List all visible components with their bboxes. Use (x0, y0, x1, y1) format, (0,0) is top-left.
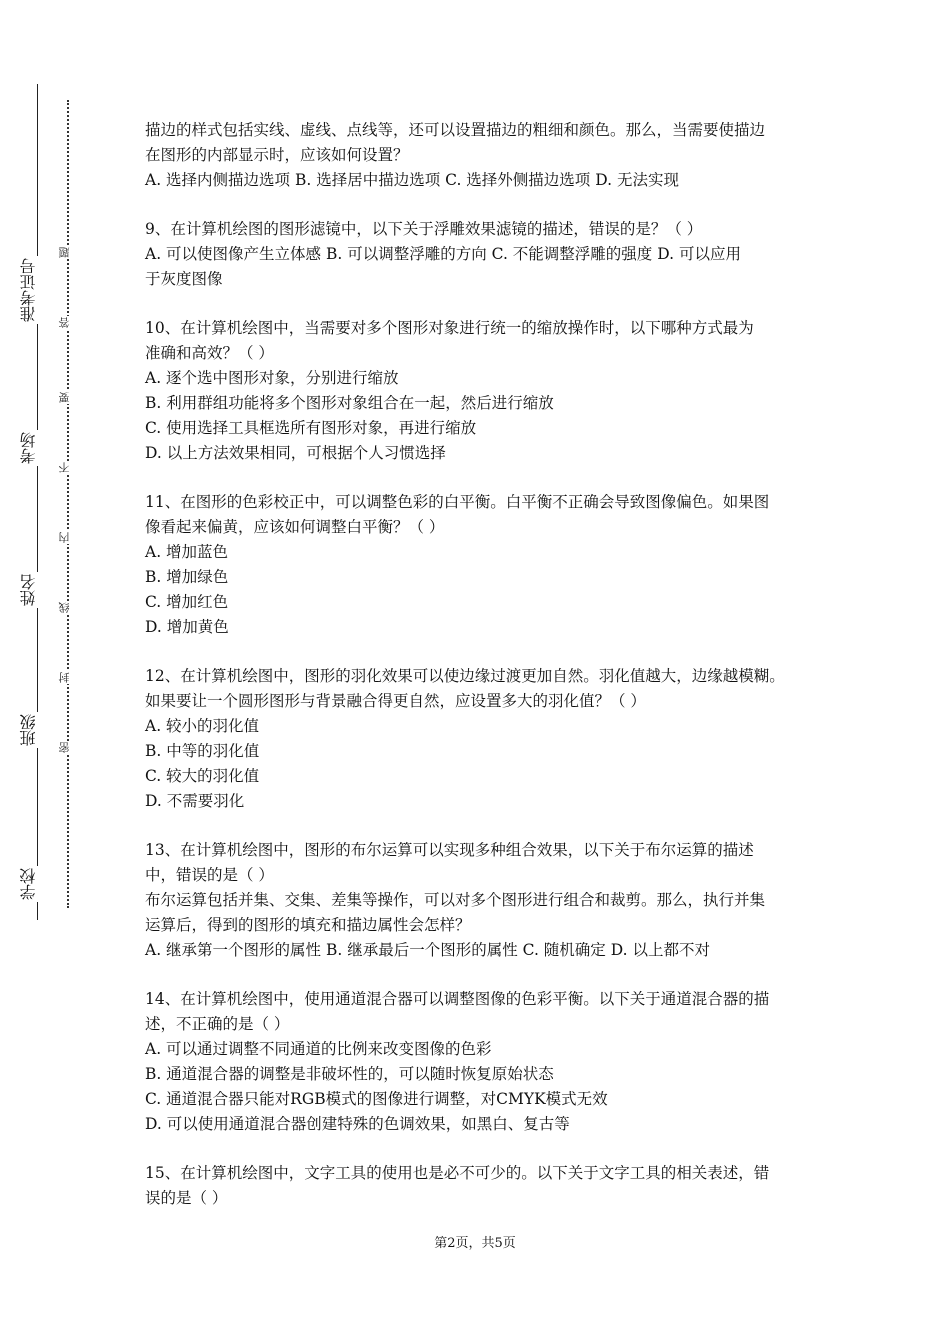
admission-number-label: 准考证号 (19, 258, 38, 322)
school-label: 学校 (19, 868, 38, 900)
option-line: B. 增加绿色 (145, 568, 229, 586)
question-block (145, 490, 845, 640)
question-line: 15、在计算机绘图中，文字工具的使用也是必不可少的。以下关于文字工具的相关表述，错 (145, 1164, 770, 1182)
question-line: 布尔运算包括并集、交集、差集等操作，可以对多个图形进行组合和裁剪。那么，执行并集 (145, 891, 766, 909)
option-line: B. 通道混合器的调整是非破坏性的，可以随时恢复原始状态 (145, 1065, 554, 1083)
option-line: A. 可以使图像产生立体感 B. 可以调整浮雕的方向 C. 不能调整浮雕的强度 D. 可以应用 (145, 245, 741, 263)
question-line: 运算后，得到的图形的填充和描边属性会怎样？ (145, 916, 471, 934)
seal-char: 要 (59, 391, 75, 404)
binding-solid-line (37, 84, 38, 920)
seal-char: 不 (59, 461, 75, 474)
option-line: C. 较大的羽化值 (145, 767, 260, 785)
binding-margin (0, 0, 110, 1344)
option-line: C. 增加红色 (145, 593, 229, 611)
question-line: 如果要让一个圆形图形与背景融合得更自然，应设置多大的羽化值？（ ） (145, 692, 646, 710)
class-label: 班级 (19, 714, 38, 746)
option-line: B. 利用群组功能将多个图形对象组合在一起，然后进行缩放 (145, 394, 554, 412)
option-line: D. 可以使用通道混合器创建特殊的色调效果，如黑白、复古等 (145, 1115, 570, 1133)
option-line: D. 以上方法效果相同，可根据个人习惯选择 (145, 444, 446, 462)
seal-char: 密 (59, 741, 75, 754)
question-line: 描边的样式包括实线、虚线、点线等，还可以设置描边的粗细和颜色。那么，当需要使描边 (145, 121, 766, 139)
question-line: 误的是（ ） (145, 1189, 228, 1207)
option-line: A. 可以通过调整不同通道的比例来改变图像的色彩 (145, 1040, 492, 1058)
question-block (145, 987, 845, 1137)
option-line: A. 逐个选中图形对象，分别进行缩放 (145, 369, 399, 387)
question-line: 11、在图形的色彩校正中，可以调整色彩的白平衡。白平衡不正确会导致图像偏色。如果图 (145, 493, 770, 511)
option-line: 于灰度图像 (145, 270, 223, 288)
option-line: D. 不需要羽化 (145, 792, 245, 810)
question-block (145, 118, 845, 193)
question-line: 10、在计算机绘图中，当需要对多个图形对象进行统一的缩放操作时，以下哪种方式最为 (145, 319, 754, 337)
question-line: 中，错误的是（ ） (145, 866, 274, 884)
question-line: 14、在计算机绘图中，使用通道混合器可以调整图像的色彩平衡。以下关于通道混合器的描 (145, 990, 770, 1008)
option-line: B. 中等的羽化值 (145, 742, 260, 760)
option-line: D. 增加黄色 (145, 618, 229, 636)
question-line: 在图形的内部显示时，应该如何设置？ (145, 146, 409, 164)
option-line: A. 继承第一个图形的属性 B. 继承最后一个图形的属性 C. 随机确定 D. 以上都不对 (145, 941, 710, 959)
seal-char: 答 (59, 316, 75, 329)
option-line: C. 使用选择工具框选所有图形对象，再进行缩放 (145, 419, 477, 437)
question-block (145, 664, 845, 814)
option-line: A. 较小的羽化值 (145, 717, 260, 735)
question-line: 13、在计算机绘图中，图形的布尔运算可以实现多种组合效果，以下关于布尔运算的描述 (145, 841, 754, 859)
question-line: 9、在计算机绘图的图形滤镜中，以下关于浮雕效果滤镜的描述，错误的是？（ ） (145, 220, 703, 238)
question-block (145, 217, 845, 292)
question-line: 像看起来偏黄，应该如何调整白平衡？（ ） (145, 518, 445, 536)
seal-char: 线 (59, 601, 75, 614)
exam-room-label: 考场 (19, 432, 38, 464)
option-line: A. 选择内侧描边选项 B. 选择居中描边选项 C. 选择外侧描边选项 D. 无法实现 (145, 171, 679, 189)
name-label: 姓名 (19, 574, 38, 606)
seal-dotted-line (67, 100, 69, 908)
question-block (145, 1161, 845, 1211)
question-block (145, 838, 845, 963)
option-line: A. 增加蓝色 (145, 543, 229, 561)
question-line: 述，不正确的是（ ） (145, 1015, 290, 1033)
option-line: C. 通道混合器只能对RGB模式的图像进行调整，对CMYK模式无效 (145, 1090, 608, 1108)
question-line: 准确和高效？（ ） (145, 344, 274, 362)
seal-char: 题 (59, 246, 75, 259)
page-number: 第2页，共5页 (434, 1236, 516, 1251)
question-line: 12、在计算机绘图中，图形的羽化效果可以使边缘过渡更加自然。羽化值越大，边缘越模糊。 (145, 667, 785, 685)
question-block (145, 316, 845, 466)
seal-char: 内 (59, 531, 75, 544)
question-content (145, 118, 845, 1235)
seal-char: 封 (59, 671, 75, 684)
